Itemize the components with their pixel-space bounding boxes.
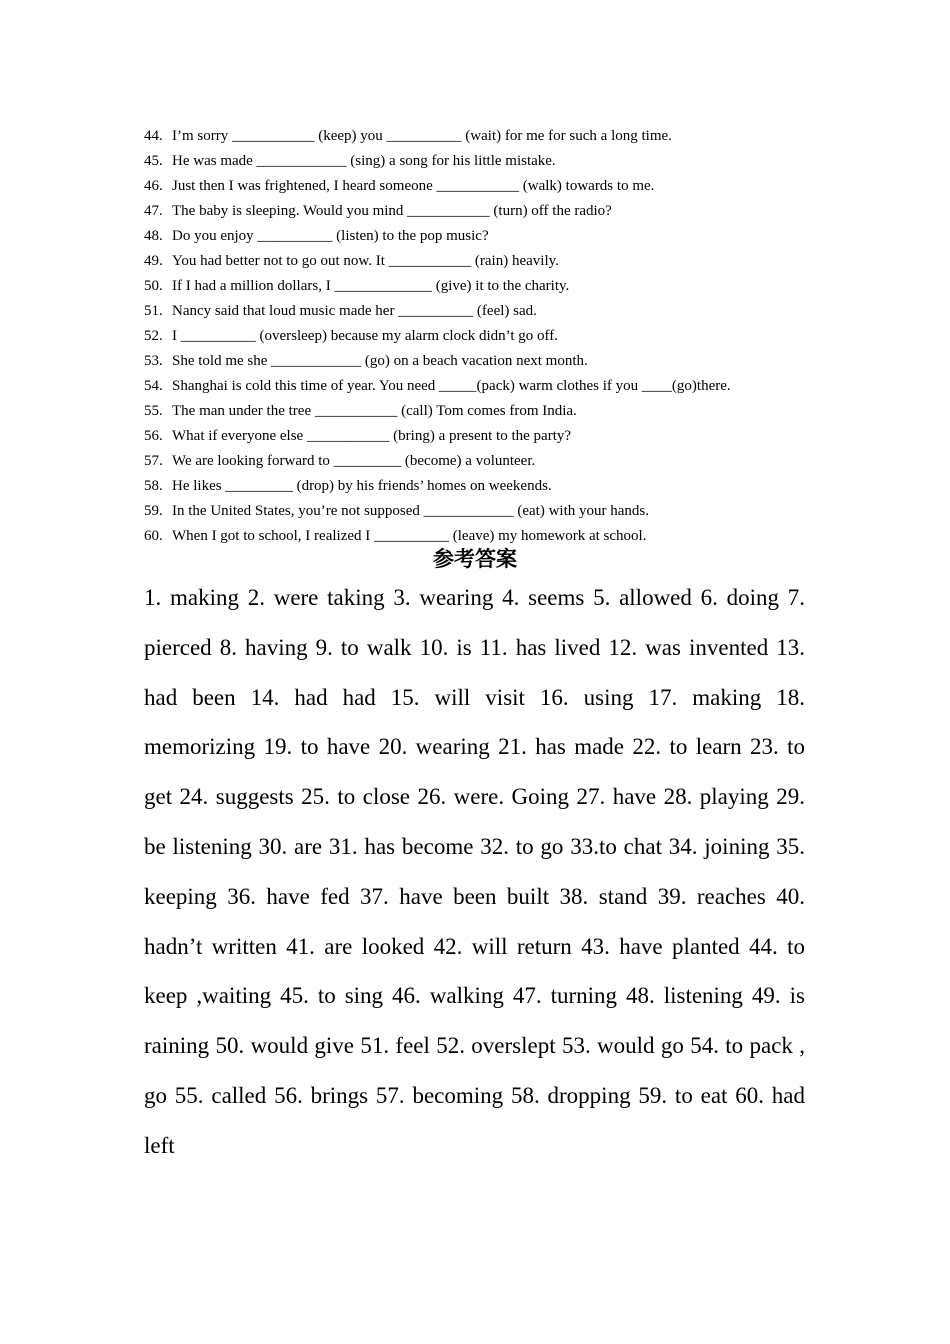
- question-number: 49.: [144, 253, 163, 269]
- question-item: [144, 199, 824, 224]
- question-text: He was made ____________ (sing) a song for his little mistake.: [172, 153, 556, 169]
- question-number: 54.: [144, 378, 163, 394]
- question-number: 47.: [144, 203, 163, 219]
- question-text: She told me she ____________ (go) on a beach vacation next month.: [172, 353, 588, 369]
- question-number: 56.: [144, 428, 163, 444]
- question-number: 57.: [144, 453, 163, 469]
- question-text: Shanghai is cold this time of year. You need _____(pack) warm clothes if you ____(go)there.: [172, 378, 731, 394]
- question-item: [144, 224, 824, 249]
- question-item: [144, 449, 824, 474]
- question-text: When I got to school, I realized I __________ (leave) my homework at school.: [172, 528, 647, 544]
- question-number: 51.: [144, 303, 163, 319]
- question-item: [144, 374, 824, 399]
- question-text: I’m sorry ___________ (keep) you __________ (wait) for me for such a long time.: [172, 128, 672, 144]
- question-item: [144, 324, 824, 349]
- question-text: If I had a million dollars, I _____________ (give) it to the charity.: [172, 278, 570, 294]
- question-number: 50.: [144, 278, 163, 294]
- question-text: Just then I was frightened, I heard someone ___________ (walk) towards to me.: [172, 178, 655, 194]
- question-text: In the United States, you’re not supposed ____________ (eat) with your hands.: [172, 503, 650, 519]
- question-item: [144, 299, 824, 324]
- question-item: [144, 499, 824, 524]
- question-number: 45.: [144, 153, 163, 169]
- question-number: 55.: [144, 403, 163, 419]
- answer-key-text: 1. making 2. were taking 3. wearing 4. seems 5. allowed 6. doing 7. pierced 8. having 9. to walk 10. is 11. has lived 12. was invented 13. had been 14. had had 15. will visit 16. using 17. making 18. memorizing 19. to have 20. wearing 21. has made 22. to learn 23. to get 24. suggests 25. to close 26. were. Going 27. have 28. playing 29. be listening 30. are 31. has become 32. to go 33.to chat 34. joining 35. keeping 36. have fed 37. have been built 38. stand 39. reaches 40. hadn’t written 41. are looked 42. will return 43. have planted 44. to keep ,waiting 45. to sing 46. walking 47. turning 48. listening 49. is raining 50. would give 51. feel 52. overslept 53. would go 54. to pack , go 55. called 56. brings 57. becoming 58. dropping 59. to eat 60. had left: [144, 585, 805, 1158]
- question-item: [144, 424, 824, 449]
- question-number: 48.: [144, 228, 163, 244]
- question-text: What if everyone else ___________ (bring) a present to the party?: [172, 428, 572, 444]
- question-text: Nancy said that loud music made her __________ (feel) sad.: [172, 303, 537, 319]
- question-text: Do you enjoy __________ (listen) to the pop music?: [172, 228, 489, 244]
- question-text: I __________ (oversleep) because my alarm clock didn’t go off.: [172, 328, 559, 344]
- question-item: [144, 399, 824, 424]
- question-item: [144, 124, 824, 149]
- question-number: 46.: [144, 178, 163, 194]
- question-item: [144, 349, 824, 374]
- question-item: [144, 274, 824, 299]
- question-text: The man under the tree ___________ (call) Tom comes from India.: [172, 403, 577, 419]
- question-item: [144, 149, 824, 174]
- question-text: You had better not to go out now. It ___________ (rain) heavily.: [172, 253, 559, 269]
- answer-section-title: 参考答案: [433, 547, 517, 571]
- question-list: [144, 124, 824, 549]
- question-number: 59.: [144, 503, 163, 519]
- question-text: We are looking forward to _________ (become) a volunteer.: [172, 453, 536, 469]
- question-item: [144, 174, 824, 199]
- question-number: 52.: [144, 328, 163, 344]
- question-item: [144, 249, 824, 274]
- question-number: 44.: [144, 128, 163, 144]
- question-item: [144, 474, 824, 499]
- question-number: 60.: [144, 528, 163, 544]
- question-number: 53.: [144, 353, 163, 369]
- question-text: The baby is sleeping. Would you mind ___________ (turn) off the radio?: [172, 203, 612, 219]
- question-text: He likes _________ (drop) by his friends’ homes on weekends.: [172, 478, 552, 494]
- question-number: 58.: [144, 478, 163, 494]
